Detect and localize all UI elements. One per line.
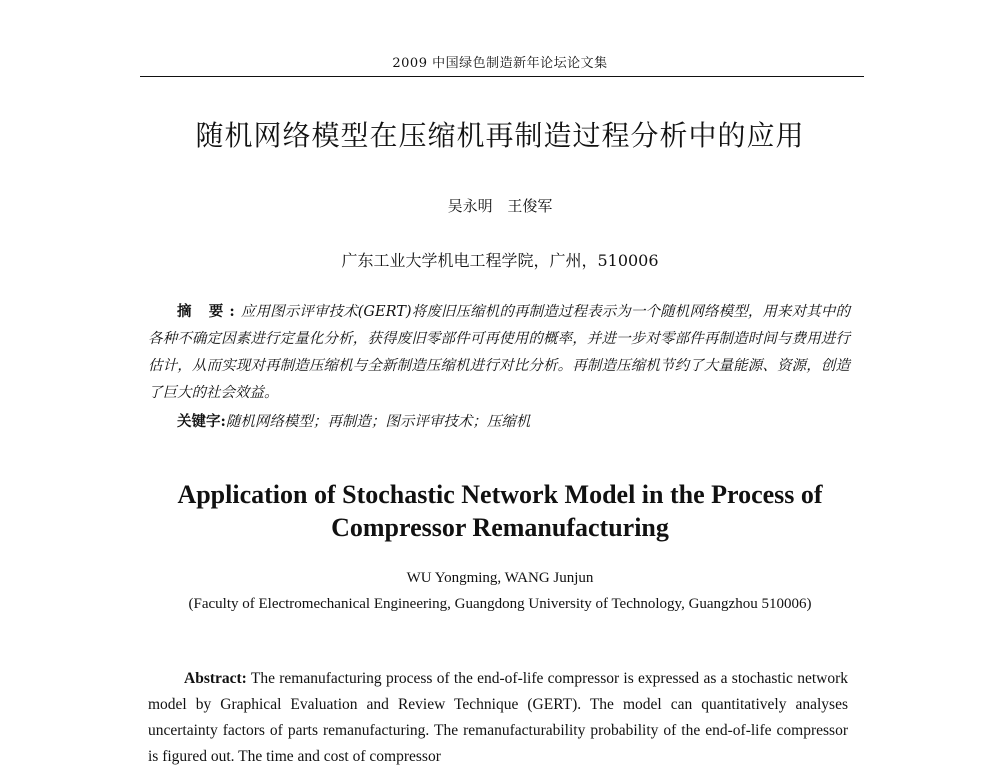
english-abstract-label: Abstract:: [184, 670, 247, 687]
english-authors: WU Yongming, WANG Junjun: [406, 570, 594, 586]
chinese-abstract-text: 应用图示评审技术(GERT)将废旧压缩机的再制造过程表示为一个随机网络模型，用来对其中的各种不确定因素进行定量化分析，获得废旧零部件可再使用的概率，并进一步对零部件再制造时间与费用进行估计，从而实现对再制造压缩机与全新制造压缩机进行对比分析。再制造压缩机节约了大量能源、资源，创造了巨大的社会效益。: [148, 304, 851, 401]
chinese-abstract-label: 摘 要:: [177, 303, 241, 320]
english-title-line-1: Application of Stochastic Network Model in the Process of: [177, 480, 823, 509]
chinese-keywords-label: 关键字:: [177, 413, 226, 430]
header-rule: [140, 76, 864, 77]
english-abstract: [148, 666, 848, 770]
english-abstract-text: The remanufacturing process of the end-of-life compressor is expressed as a stochastic network model by Graphical Evaluation and Review Technique (GERT). The model can quantitatively analyses uncertainty factors of parts remanufacturing. The remanufacturability probability of the end-of-life compressor is figured out. The time and cost of compressor: [148, 670, 848, 765]
running-header: 2009 中国绿色制造新年论坛论文集: [392, 56, 608, 71]
chinese-affiliation: 广东工业大学机电工程学院，广州，510006: [341, 251, 659, 270]
english-affiliation: (Faculty of Electromechanical Engineering, Guangdong University of Technology, Guangzhou 510006): [188, 596, 812, 612]
chinese-authors: 吴永明 王俊军: [447, 197, 553, 215]
english-title-line-2: Compressor Remanufacturing: [331, 513, 669, 542]
chinese-keywords: [177, 408, 850, 436]
chinese-abstract: [148, 298, 850, 407]
chinese-keywords-text: 随机网络模型；再制造；图示评审技术；压缩机: [225, 414, 531, 430]
chinese-title: 随机网络模型在压缩机再制造过程分析中的应用: [195, 119, 805, 152]
english-title: [120, 478, 880, 544]
